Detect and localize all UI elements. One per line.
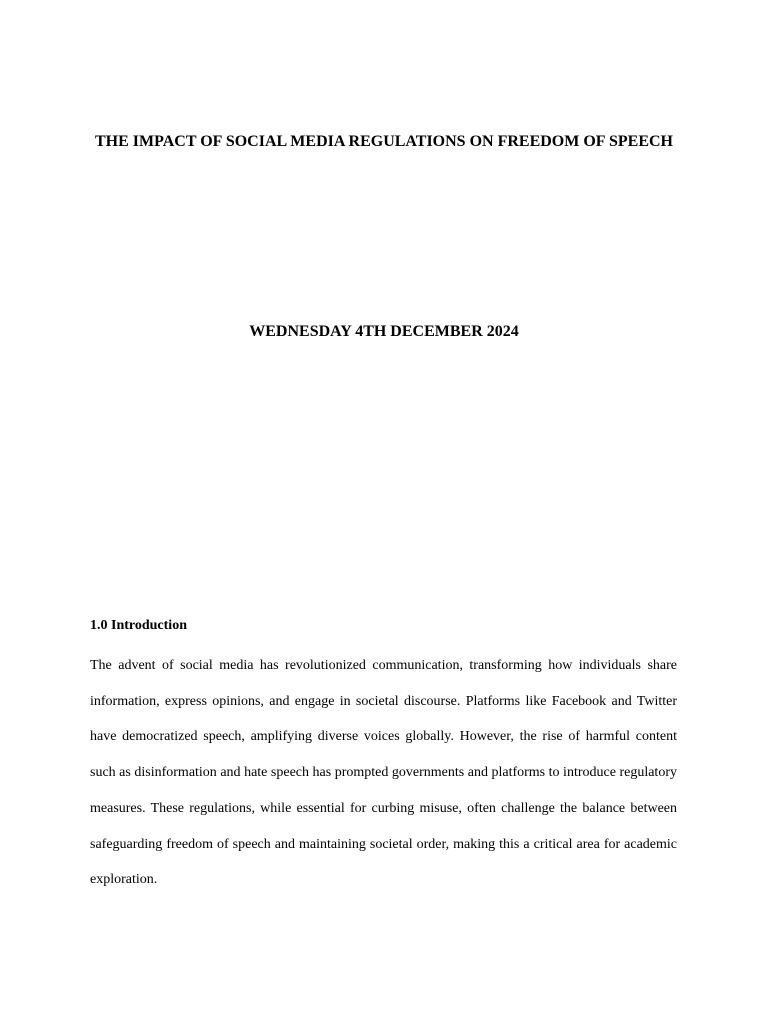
introduction-paragraph: The advent of social media has revolutionized communication, transforming how individuals share information, express opinions, and engage in societal discourse. Platforms like Facebook and Twitter have democratized speech, amplifying diverse voices globally. However, the rise of harmful content such as disinformation and hate speech has prompted governments and platforms to introduce regulatory measures. These regulations, while essential for curbing misuse, often challenge the balance between safeguarding freedom of speech and maintaining societal order, making this a critical area for academic exploration. [90,658,677,888]
document-date: WEDNESDAY 4TH DECEMBER 2024 [249,323,519,340]
section-heading-introduction: 1.0 Introduction [90,618,187,633]
document-title: THE IMPACT OF SOCIAL MEDIA REGULATIONS ON FREEDOM OF SPEECH [95,133,673,150]
